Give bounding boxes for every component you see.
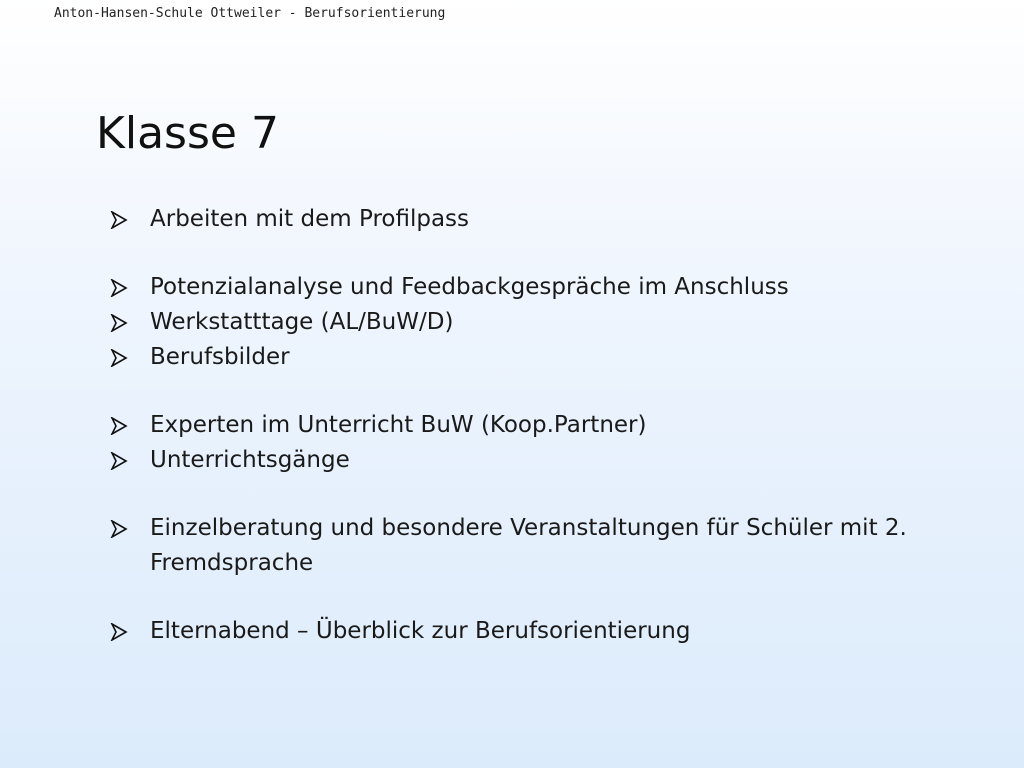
list-item-text: Arbeiten mit dem Profilpass bbox=[150, 206, 470, 232]
list-item bbox=[110, 202, 930, 237]
list-item-text: Unterrichtsgänge bbox=[150, 447, 350, 473]
list-item bbox=[110, 443, 930, 478]
bullet-list bbox=[110, 202, 930, 649]
arrow-bullet-icon bbox=[110, 279, 128, 297]
arrow-bullet-icon bbox=[110, 349, 128, 367]
arrow-bullet-icon bbox=[110, 520, 128, 538]
list-item bbox=[110, 270, 930, 305]
list-item bbox=[110, 305, 930, 340]
arrow-bullet-icon bbox=[110, 417, 128, 435]
list-item-text: Berufsbilder bbox=[150, 344, 290, 370]
list-item bbox=[110, 340, 930, 375]
list-item bbox=[110, 408, 930, 443]
arrow-bullet-icon bbox=[110, 623, 128, 641]
slide-header: Anton-Hansen-Schule Ottweiler - Berufsorientierung bbox=[54, 6, 446, 21]
list-item-text: Potenzialanalyse und Feedbackgespräche im Anschluss bbox=[150, 274, 789, 300]
list-item-text: Einzelberatung und besondere Veranstaltungen für Schüler mit 2. Fremdsprache bbox=[150, 515, 907, 576]
slide-title: Klasse 7 bbox=[96, 108, 279, 159]
arrow-bullet-icon bbox=[110, 314, 128, 332]
arrow-bullet-icon bbox=[110, 452, 128, 470]
list-item-text: Experten im Unterricht BuW (Koop.Partner) bbox=[150, 412, 647, 438]
list-item bbox=[110, 511, 930, 581]
list-item-text: Elternabend – Überblick zur Berufsorientierung bbox=[150, 618, 691, 644]
list-item bbox=[110, 614, 930, 649]
list-item-text: Werkstatttage (AL/BuW/D) bbox=[150, 309, 454, 335]
arrow-bullet-icon bbox=[110, 211, 128, 229]
